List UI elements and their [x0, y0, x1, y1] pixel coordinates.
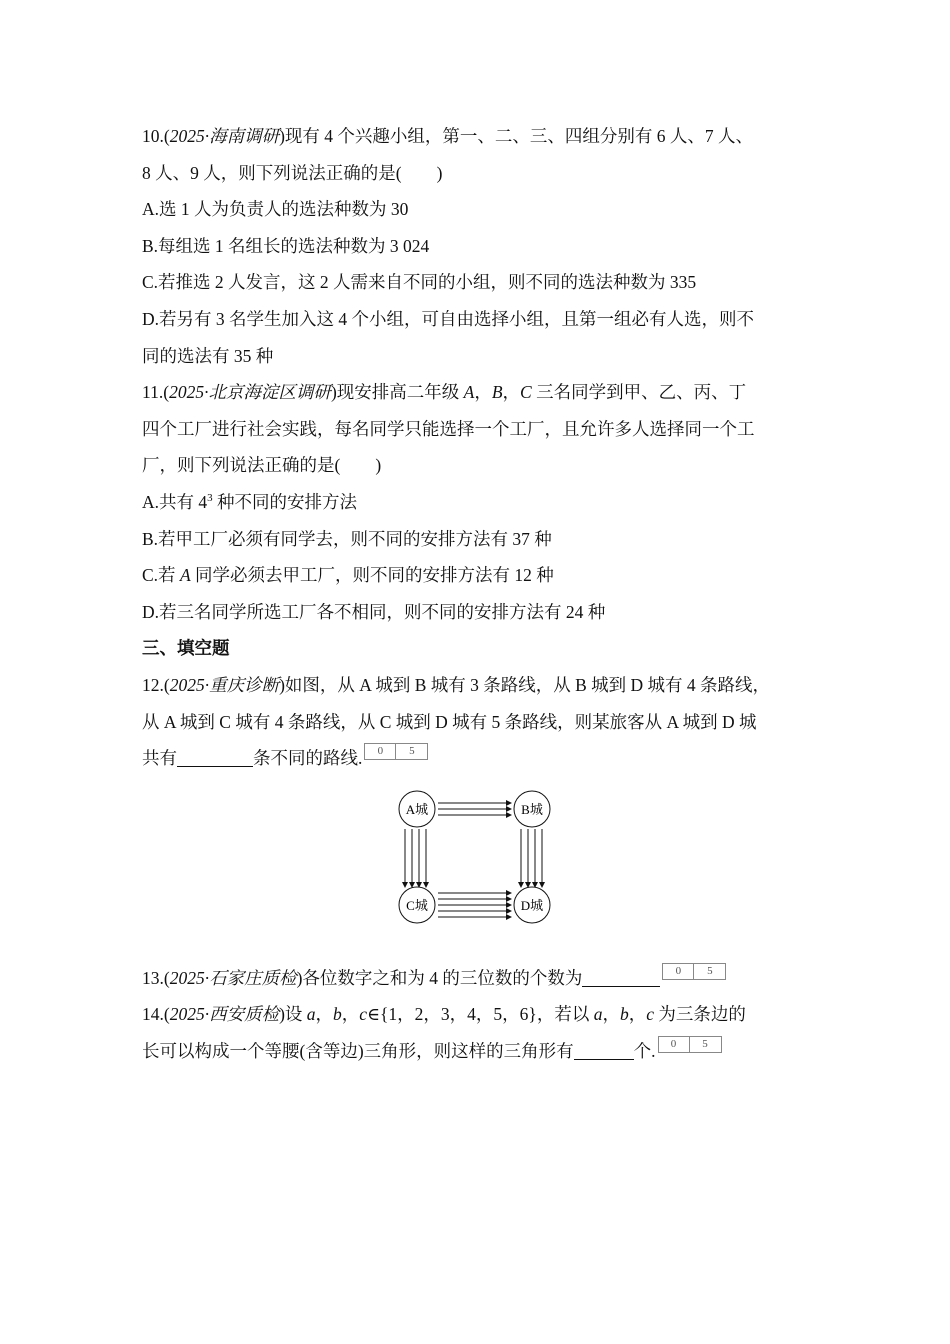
route-diagram: [393, 787, 561, 927]
q10-line2: 8 人、9 人，则下列说法正确的是( ): [142, 162, 443, 183]
q12-line3: 共有 条不同的路线. 0 5: [142, 740, 832, 777]
q12-score-box: 0 5: [364, 743, 428, 760]
q10-option-b: B.每组选 1 名组长的选法种数为 3 024: [142, 235, 430, 256]
q13-score-box: 0 5: [662, 963, 726, 980]
q12-line2: 从 A 城到 C 城有 4 条路线，从 C 城到 D 城有 5 条路线，则某旅客从 A 城到 D 城: [142, 711, 757, 732]
node-c-label: C城: [406, 898, 428, 913]
q11-option-d: D.若三名同学所选工厂各不相同，则不同的安排方法有 24 种: [142, 601, 606, 622]
q11-line3: 厂，则下列说法正确的是( ): [142, 455, 382, 476]
q14-line2: 长可以构成一个等腰(含等边)三角形，则这样的三角形有 个. 0 5: [142, 1033, 832, 1070]
node-d-label: D城: [520, 898, 544, 913]
q10-option-d-line2: 同的选法有 35 种: [142, 345, 274, 366]
q13-line: 13.(2025·石家庄质检)各位数字之和为 4 的三位数的个数为 0 5: [142, 960, 832, 997]
q13-answer-blank[interactable]: [582, 968, 660, 987]
q10-source: 2025·海南调研: [169, 126, 280, 146]
q11-option-a: A.共有 $4^3$ 种不同的安排方法: [142, 491, 358, 512]
q11-option-c: C.若 A 同学必须去甲工厂，则不同的安排方法有 12 种: [142, 565, 554, 586]
node-c: [399, 887, 435, 923]
q12-line1: 12.(2025·重庆诊断)如图，从 A 城到 B 城有 3 条路线，从 B 城到 D 城有 4 条路线，: [142, 674, 771, 695]
routes-a-to-c: [405, 829, 426, 887]
q11-option-b: B.若甲工厂必须有同学去，则不同的安排方法有 37 种: [142, 528, 552, 549]
q11-source: 2025·北京海淀区调研: [169, 382, 331, 403]
q12-source: 2025·重庆诊断: [169, 674, 280, 695]
node-a-label: A城: [405, 802, 429, 817]
node-b-label: B城: [521, 802, 543, 817]
q10-option-d-line1: D.若另有 3 名学生加入这 4 个小组，可自由选择小组，且第一组必有人选，则不: [142, 308, 755, 329]
q13-source: 2025·石家庄质检: [169, 967, 297, 988]
q12-answer-blank[interactable]: [177, 748, 253, 767]
section-heading: 三、填空题: [142, 638, 230, 659]
q11-line1: 11.(2025·北京海淀区调研)现安排高二年级 A，B，C 三名同学到甲、乙、丙、丁: [142, 382, 747, 403]
q10-option-a: A.选 1 人为负责人的选法种数为 30: [142, 199, 409, 220]
node-a: [399, 791, 435, 827]
q14-source: 2025·西安质检: [169, 1004, 280, 1025]
routes-c-to-d: [438, 893, 511, 917]
q14-answer-blank[interactable]: [574, 1041, 634, 1060]
q14-score-box: 0 5: [658, 1036, 722, 1053]
node-d: [514, 887, 550, 923]
routes-a-to-b: [438, 803, 511, 815]
q10-line1: 10.(2025·海南调研)现有 4 个兴趣小组，第一、二、三、四组分别有 6 人、7 人、: [142, 126, 754, 146]
routes-b-to-d: [521, 829, 542, 887]
q14-line1: 14.(2025·西安质检)设 a，b，c∈{1，2，3，4，5，6}，若以 a，b，c 为三条边的: [142, 1004, 746, 1025]
q11-line2: 四个工厂进行社会实践，每名同学只能选择一个工厂，且允许多人选择同一个工: [142, 418, 755, 439]
node-b: [514, 791, 550, 827]
q10-option-c: C.若推选 2 人发言，这 2 人需来自不同的小组，则不同的选法种数为 335: [142, 272, 697, 293]
